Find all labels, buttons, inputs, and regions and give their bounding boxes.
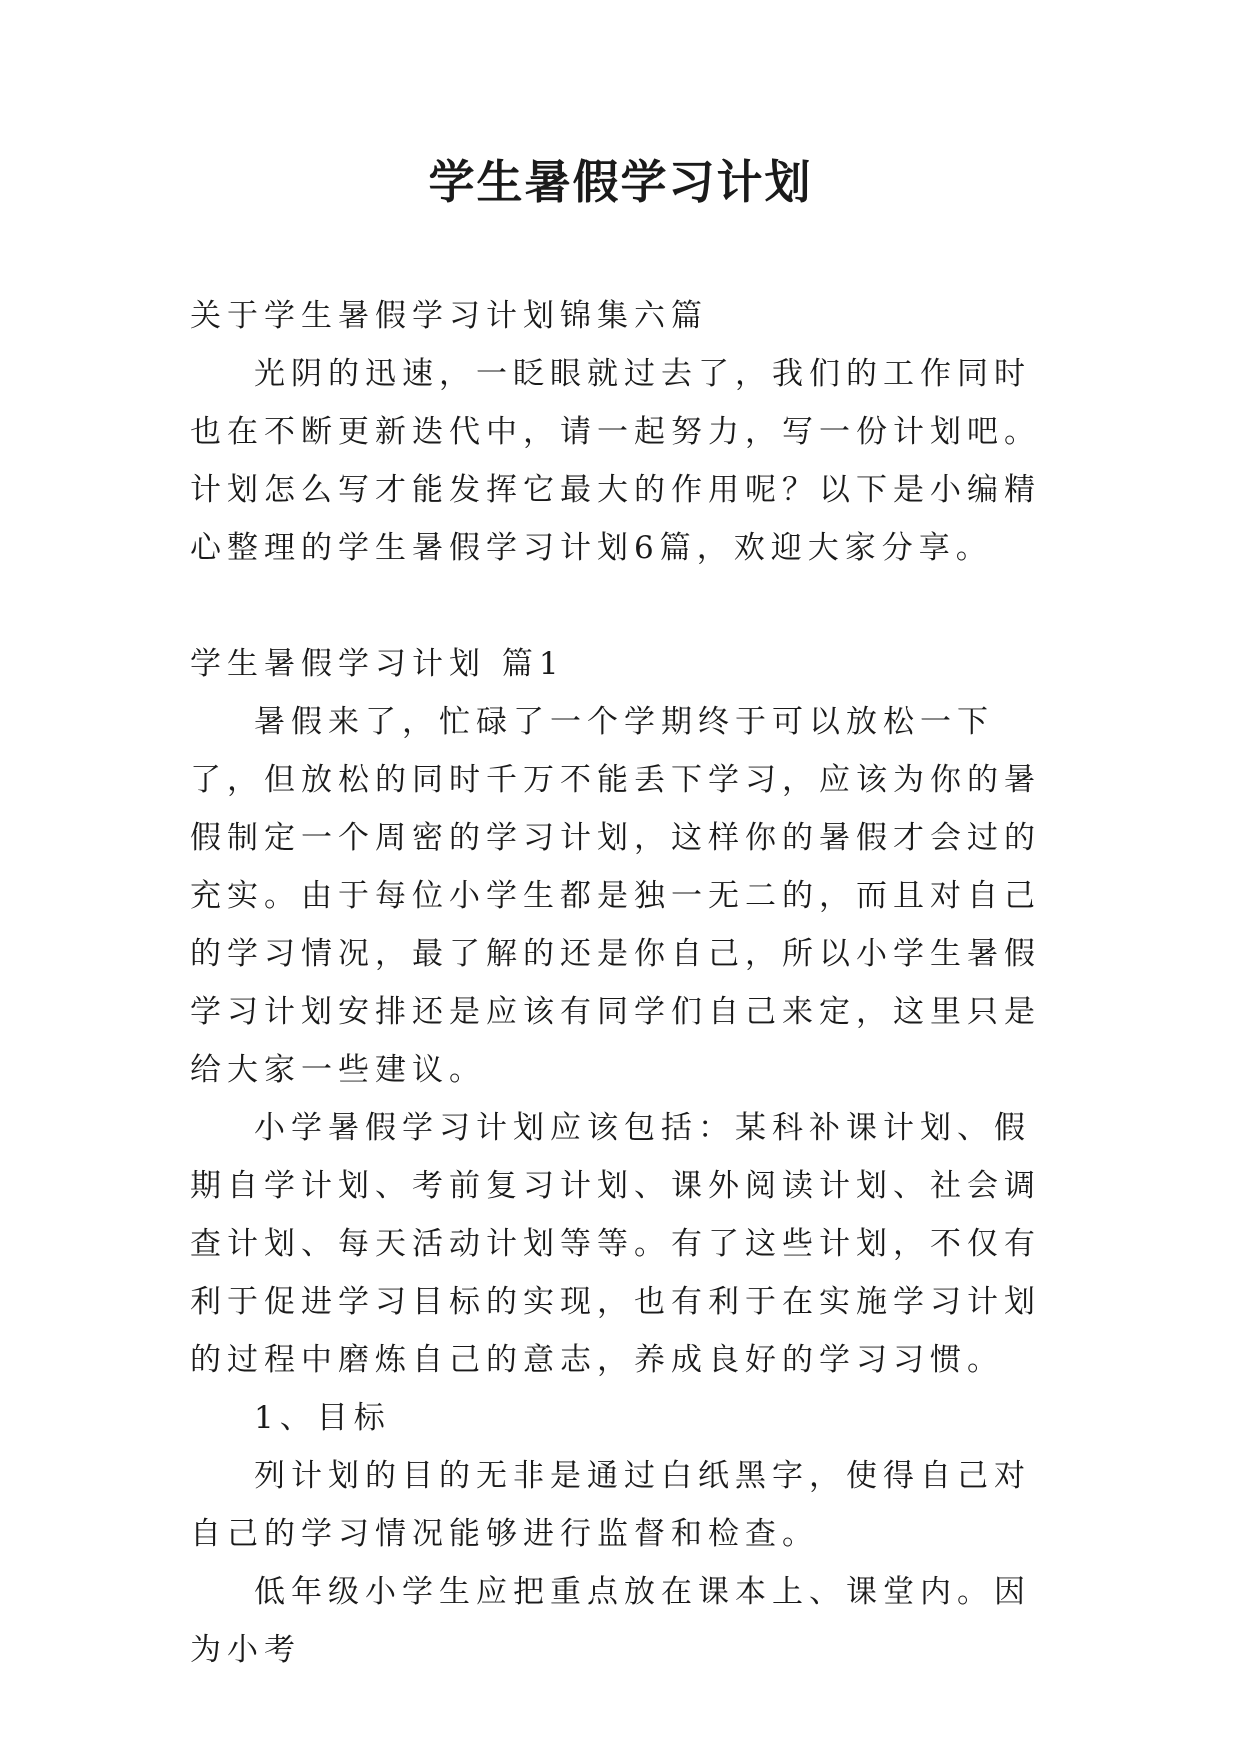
- document-subtitle: 关于学生暑假学习计划锦集六篇: [190, 298, 708, 334]
- body-paragraph: 列计划的目的无非是通过白纸黑字，使得自己对自己的学习情况能够进行监督和检查。: [190, 1458, 1031, 1552]
- section-heading: 学生暑假学习计划 篇1: [190, 646, 565, 682]
- section-spacer: [190, 577, 1050, 635]
- intro-paragraph: 光阴的迅速，一眨眼就过去了，我们的工作同时也在不断更新迭代中，请一起努力，写一份计划吧。计划怎么写才能发挥它最大的作用呢？以下是小编精心整理的学生暑假学习计划6篇，欢迎大家分享。: [190, 356, 1041, 566]
- body-paragraph: 低年级小学生应把重点放在课本上、课堂内。因为小考: [190, 1574, 1031, 1668]
- body-paragraph: 暑假来了，忙碌了一个学期终于可以放松一下了，但放松的同时千万不能丢下学习，应该为你的暑假制定一个周密的学习计划，这样你的暑假才会过的充实。由于每位小学生都是独一无二的，而且对自己的学习情况，最了解的还是你自己，所以小学生暑假学习计划安排还是应该有同学们自己来定，这里只是给大家一些建议。: [190, 704, 1041, 1088]
- document-body: [190, 287, 1050, 1679]
- document-title: 学生暑假学习计划: [428, 155, 813, 209]
- body-paragraph: 小学暑假学习计划应该包括：某科补课计划、假期自学计划、考前复习计划、课外阅读计划、社会调查计划、每天活动计划等等。有了这些计划，不仅有利于促进学习目标的实现，也有利于在实施学习计划的过程中磨炼自己的意志，养成良好的学习习惯。: [190, 1110, 1041, 1378]
- item-heading: 1、目标: [254, 1400, 391, 1436]
